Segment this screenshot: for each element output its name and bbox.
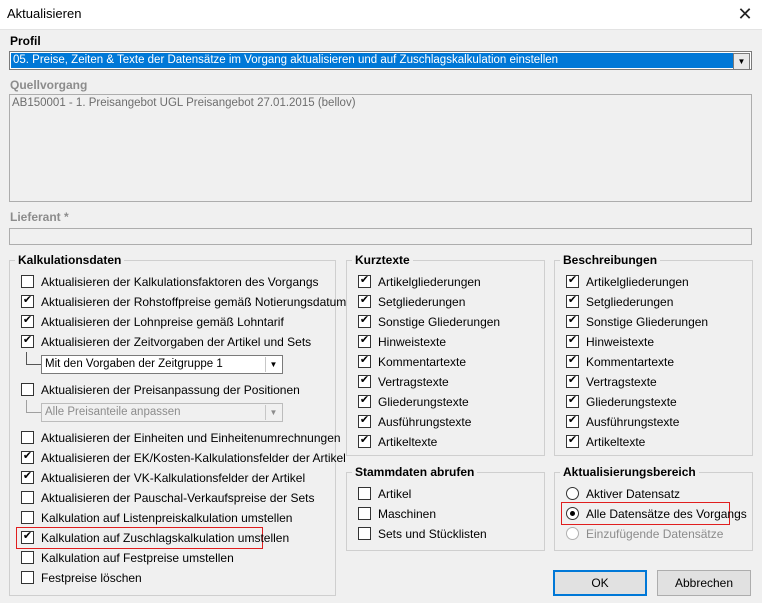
beschreibungen-item[interactable]: [566, 272, 708, 292]
radio-alle-datensaetze[interactable]: [566, 504, 747, 524]
checkbox-zeitvorgaben[interactable]: [21, 332, 311, 352]
checkbox-label: Aktualisieren der Kalkulationsfaktoren des Vorgangs: [41, 275, 319, 289]
checkbox[interactable]: [566, 335, 579, 348]
checkbox[interactable]: [21, 275, 34, 288]
checkbox-label: Hinweistexte: [378, 335, 447, 349]
checkbox-preisanpassung[interactable]: [21, 380, 300, 400]
checkbox[interactable]: [21, 295, 34, 308]
checkbox[interactable]: [21, 511, 34, 524]
radio-dot-icon: [570, 511, 575, 516]
checkmark-icon: ✔: [22, 314, 33, 327]
checkbox-label: Ausführungstexte: [378, 415, 472, 429]
checkbox[interactable]: [358, 355, 371, 368]
beschreibungen-title: Beschreibungen: [560, 253, 660, 267]
checkmark-icon: ✔: [359, 274, 370, 287]
lieferant-field[interactable]: [9, 228, 752, 245]
stammdaten-list: [358, 484, 487, 544]
preisanteile-value: Alle Preisanteile anpassen: [45, 406, 181, 418]
checkbox-label: Aktualisieren der VK-Kalkulationsfelder der Artikel: [41, 471, 306, 485]
checkbox[interactable]: [566, 355, 579, 368]
radio-label: Einzufügende Datensätze: [586, 527, 724, 541]
checkbox[interactable]: [358, 375, 371, 388]
checkmark-icon: ✔: [22, 530, 33, 543]
checkbox[interactable]: [21, 383, 34, 396]
checkbox[interactable]: [358, 395, 371, 408]
checkbox-label: Kommentartexte: [586, 355, 675, 369]
checkbox-label: Gliederungstexte: [586, 395, 677, 409]
checkbox-label: Sets und Stücklisten: [378, 527, 487, 541]
checkbox-label: Setgliederungen: [378, 295, 466, 309]
close-icon[interactable]: ✕: [737, 4, 753, 24]
checkbox[interactable]: [358, 335, 371, 348]
checkbox[interactable]: [566, 375, 579, 388]
beschreibungen-item[interactable]: [566, 292, 708, 312]
kurztexte-item[interactable]: [358, 312, 500, 332]
radio-label: Alle Datensätze des Vorgangs: [586, 507, 747, 521]
checkbox[interactable]: [566, 435, 579, 448]
checkbox-label: Sonstige Gliederungen: [586, 315, 709, 329]
checkbox[interactable]: [566, 295, 579, 308]
beschreibungen-item[interactable]: [566, 352, 708, 372]
aktualisierungsbereich-title: Aktualisierungsbereich: [560, 465, 699, 479]
profil-select[interactable]: [9, 51, 752, 70]
checkbox[interactable]: [21, 451, 34, 464]
checkmark-icon: ✔: [567, 334, 578, 347]
checkbox-label: Aktualisieren der Lohnpreise gemäß Lohntarif: [41, 315, 284, 329]
title-bar: [0, 0, 762, 30]
window-title: Aktualisieren: [7, 6, 82, 21]
stammdaten-item[interactable]: [358, 524, 487, 544]
checkbox-lohnpreise[interactable]: [21, 312, 284, 332]
checkbox-label: Aktualisieren der Preisanpassung der Positionen: [41, 383, 300, 397]
checkbox[interactable]: [358, 507, 371, 520]
beschreibungen-item[interactable]: [566, 372, 708, 392]
checkbox-label: Maschinen: [378, 507, 437, 521]
checkbox[interactable]: [358, 527, 371, 540]
checkmark-icon: ✔: [567, 294, 578, 307]
checkmark-icon: ✔: [567, 414, 578, 427]
radio-button[interactable]: [566, 507, 579, 520]
beschreibungen-item[interactable]: [566, 412, 708, 432]
beschreibungen-item[interactable]: [566, 392, 708, 412]
checkbox-festpreise-loeschen[interactable]: [21, 568, 142, 588]
checkbox-label: Sonstige Gliederungen: [378, 315, 501, 329]
cancel-button[interactable]: Abbrechen: [657, 570, 751, 596]
checkbox-label: Kommentartexte: [378, 355, 467, 369]
checkbox[interactable]: [358, 487, 371, 500]
zeitgruppe-combo[interactable]: [41, 355, 283, 374]
checkbox-label: Setgliederungen: [586, 295, 674, 309]
stammdaten-item[interactable]: [358, 484, 487, 504]
quellvorgang-label: Quellvorgang: [10, 78, 88, 92]
preisanteile-combo: [41, 403, 283, 422]
kurztexte-item[interactable]: [358, 332, 500, 352]
checkbox[interactable]: [21, 431, 34, 444]
kurztexte-item[interactable]: [358, 272, 500, 292]
checkbox-festpreise-umstellen[interactable]: [21, 548, 234, 568]
checkmark-icon: ✔: [567, 354, 578, 367]
kurztexte-item[interactable]: [358, 292, 500, 312]
checkbox-label: Aktualisieren der Zeitvorgaben der Artikel und Sets: [41, 335, 312, 349]
checkbox[interactable]: [21, 471, 34, 484]
beschreibungen-item[interactable]: [566, 432, 708, 452]
checkbox[interactable]: [21, 571, 34, 584]
checkbox[interactable]: [21, 531, 34, 544]
checkbox-rohstoffpreise[interactable]: [21, 292, 346, 312]
checkbox[interactable]: [358, 415, 371, 428]
radio-einzufuegende: [566, 524, 723, 544]
checkbox[interactable]: [21, 491, 34, 504]
checkmark-icon: ✔: [359, 434, 370, 447]
kalkulationsdaten-title: Kalkulationsdaten: [15, 253, 124, 267]
checkbox-einheiten[interactable]: [21, 428, 341, 448]
checkbox-label: Festpreise löschen: [41, 571, 142, 585]
checkbox-label: Artikeltexte: [378, 435, 438, 449]
checkmark-icon: ✔: [567, 394, 578, 407]
checkbox-vk-kalkulation[interactable]: [21, 468, 305, 488]
checkbox[interactable]: [358, 275, 371, 288]
stammdaten-item[interactable]: [358, 504, 487, 524]
checkbox-label: Gliederungstexte: [378, 395, 469, 409]
ok-button[interactable]: OK: [553, 570, 647, 596]
checkbox-label: Aktualisieren der Rohstoffpreise gemäß Notierungsdatum: [41, 295, 347, 309]
checkmark-icon: ✔: [359, 314, 370, 327]
checkmark-icon: ✔: [359, 414, 370, 427]
radio-aktiver-datensatz[interactable]: [566, 484, 680, 504]
chevron-down-icon[interactable]: ▼: [265, 357, 281, 372]
checkbox-ek-kosten[interactable]: [21, 448, 346, 468]
checkbox-label: Artikelgliederungen: [378, 275, 481, 289]
checkbox[interactable]: [358, 435, 371, 448]
checkbox-label: Artikel: [378, 487, 412, 501]
profil-selected-value: 05. Preise, Zeiten & Texte der Datensätze im Vorgang aktualisieren und auf Zuschlagskalkulation einstellen: [11, 53, 733, 68]
checkmark-icon: ✔: [22, 294, 33, 307]
checkmark-icon: ✔: [22, 450, 33, 463]
checkbox-label: Aktualisieren der EK/Kosten-Kalkulationsfelder der Artikel: [41, 451, 346, 465]
kurztexte-item[interactable]: [358, 432, 500, 452]
beschreibungen-item[interactable]: [566, 312, 708, 332]
checkbox-label: Kalkulation auf Listenpreiskalkulation umstellen: [41, 511, 293, 525]
checkmark-icon: ✔: [567, 314, 578, 327]
checkmark-icon: ✔: [22, 334, 33, 347]
checkmark-icon: ✔: [567, 434, 578, 447]
chevron-down-icon: ▼: [265, 405, 281, 420]
tree-connector: [26, 352, 41, 365]
checkbox[interactable]: [358, 315, 371, 328]
kurztexte-item[interactable]: [358, 392, 500, 412]
checkbox[interactable]: [21, 335, 34, 348]
lieferant-label: Lieferant *: [10, 210, 69, 224]
checkbox[interactable]: [358, 295, 371, 308]
checkbox-label: Kalkulation auf Zuschlagskalkulation umstellen: [41, 531, 290, 545]
checkbox-listenpreis[interactable]: [21, 508, 292, 528]
checkbox[interactable]: [21, 315, 34, 328]
radio-button[interactable]: [566, 487, 579, 500]
checkmark-icon: ✔: [359, 394, 370, 407]
checkmark-icon: ✔: [359, 374, 370, 387]
checkbox-label: Ausführungstexte: [586, 415, 680, 429]
kurztexte-title: Kurztexte: [352, 253, 413, 267]
checkbox-label: Artikeltexte: [586, 435, 646, 449]
checkbox-kalkulationsfaktoren[interactable]: [21, 272, 319, 292]
quellvorgang-field[interactable]: AB150001 - 1. Preisangebot UGL Preisangebot 27.01.2015 (bellov): [9, 94, 752, 202]
beschreibungen-item[interactable]: [566, 332, 708, 352]
checkbox-pauschal[interactable]: [21, 488, 314, 508]
checkbox[interactable]: [566, 415, 579, 428]
beschreibungen-list: [566, 272, 708, 452]
checkmark-icon: ✔: [22, 470, 33, 483]
zeitgruppe-value: Mit den Vorgaben der Zeitgruppe 1: [45, 358, 223, 370]
kurztexte-item[interactable]: [358, 352, 500, 372]
checkbox[interactable]: [566, 315, 579, 328]
checkmark-icon: ✔: [567, 374, 578, 387]
checkmark-icon: ✔: [359, 294, 370, 307]
checkbox[interactable]: [21, 551, 34, 564]
radio-button: [566, 527, 579, 540]
profil-label: Profil: [10, 34, 41, 48]
checkbox-label: Hinweistexte: [586, 335, 655, 349]
stammdaten-title: Stammdaten abrufen: [352, 465, 477, 479]
kurztexte-item[interactable]: [358, 372, 500, 392]
checkbox-label: Vertragstexte: [586, 375, 657, 389]
tree-connector: [26, 400, 41, 413]
kurztexte-item[interactable]: [358, 412, 500, 432]
chevron-down-icon[interactable]: ▼: [733, 53, 750, 70]
checkbox[interactable]: [566, 395, 579, 408]
checkmark-icon: ✔: [567, 274, 578, 287]
checkbox-label: Kalkulation auf Festpreise umstellen: [41, 551, 234, 565]
kurztexte-list: [358, 272, 500, 452]
checkbox-label: Artikelgliederungen: [586, 275, 689, 289]
radio-label: Aktiver Datensatz: [586, 487, 681, 501]
checkbox-label: Aktualisieren der Pauschal-Verkaufspreise der Sets: [41, 491, 315, 505]
checkmark-icon: ✔: [359, 334, 370, 347]
checkbox-label: Vertragstexte: [378, 375, 449, 389]
checkmark-icon: ✔: [359, 354, 370, 367]
checkbox-label: Aktualisieren der Einheiten und Einheitenumrechnungen: [41, 431, 341, 445]
checkbox-zuschlag[interactable]: [21, 528, 289, 548]
checkbox[interactable]: [566, 275, 579, 288]
